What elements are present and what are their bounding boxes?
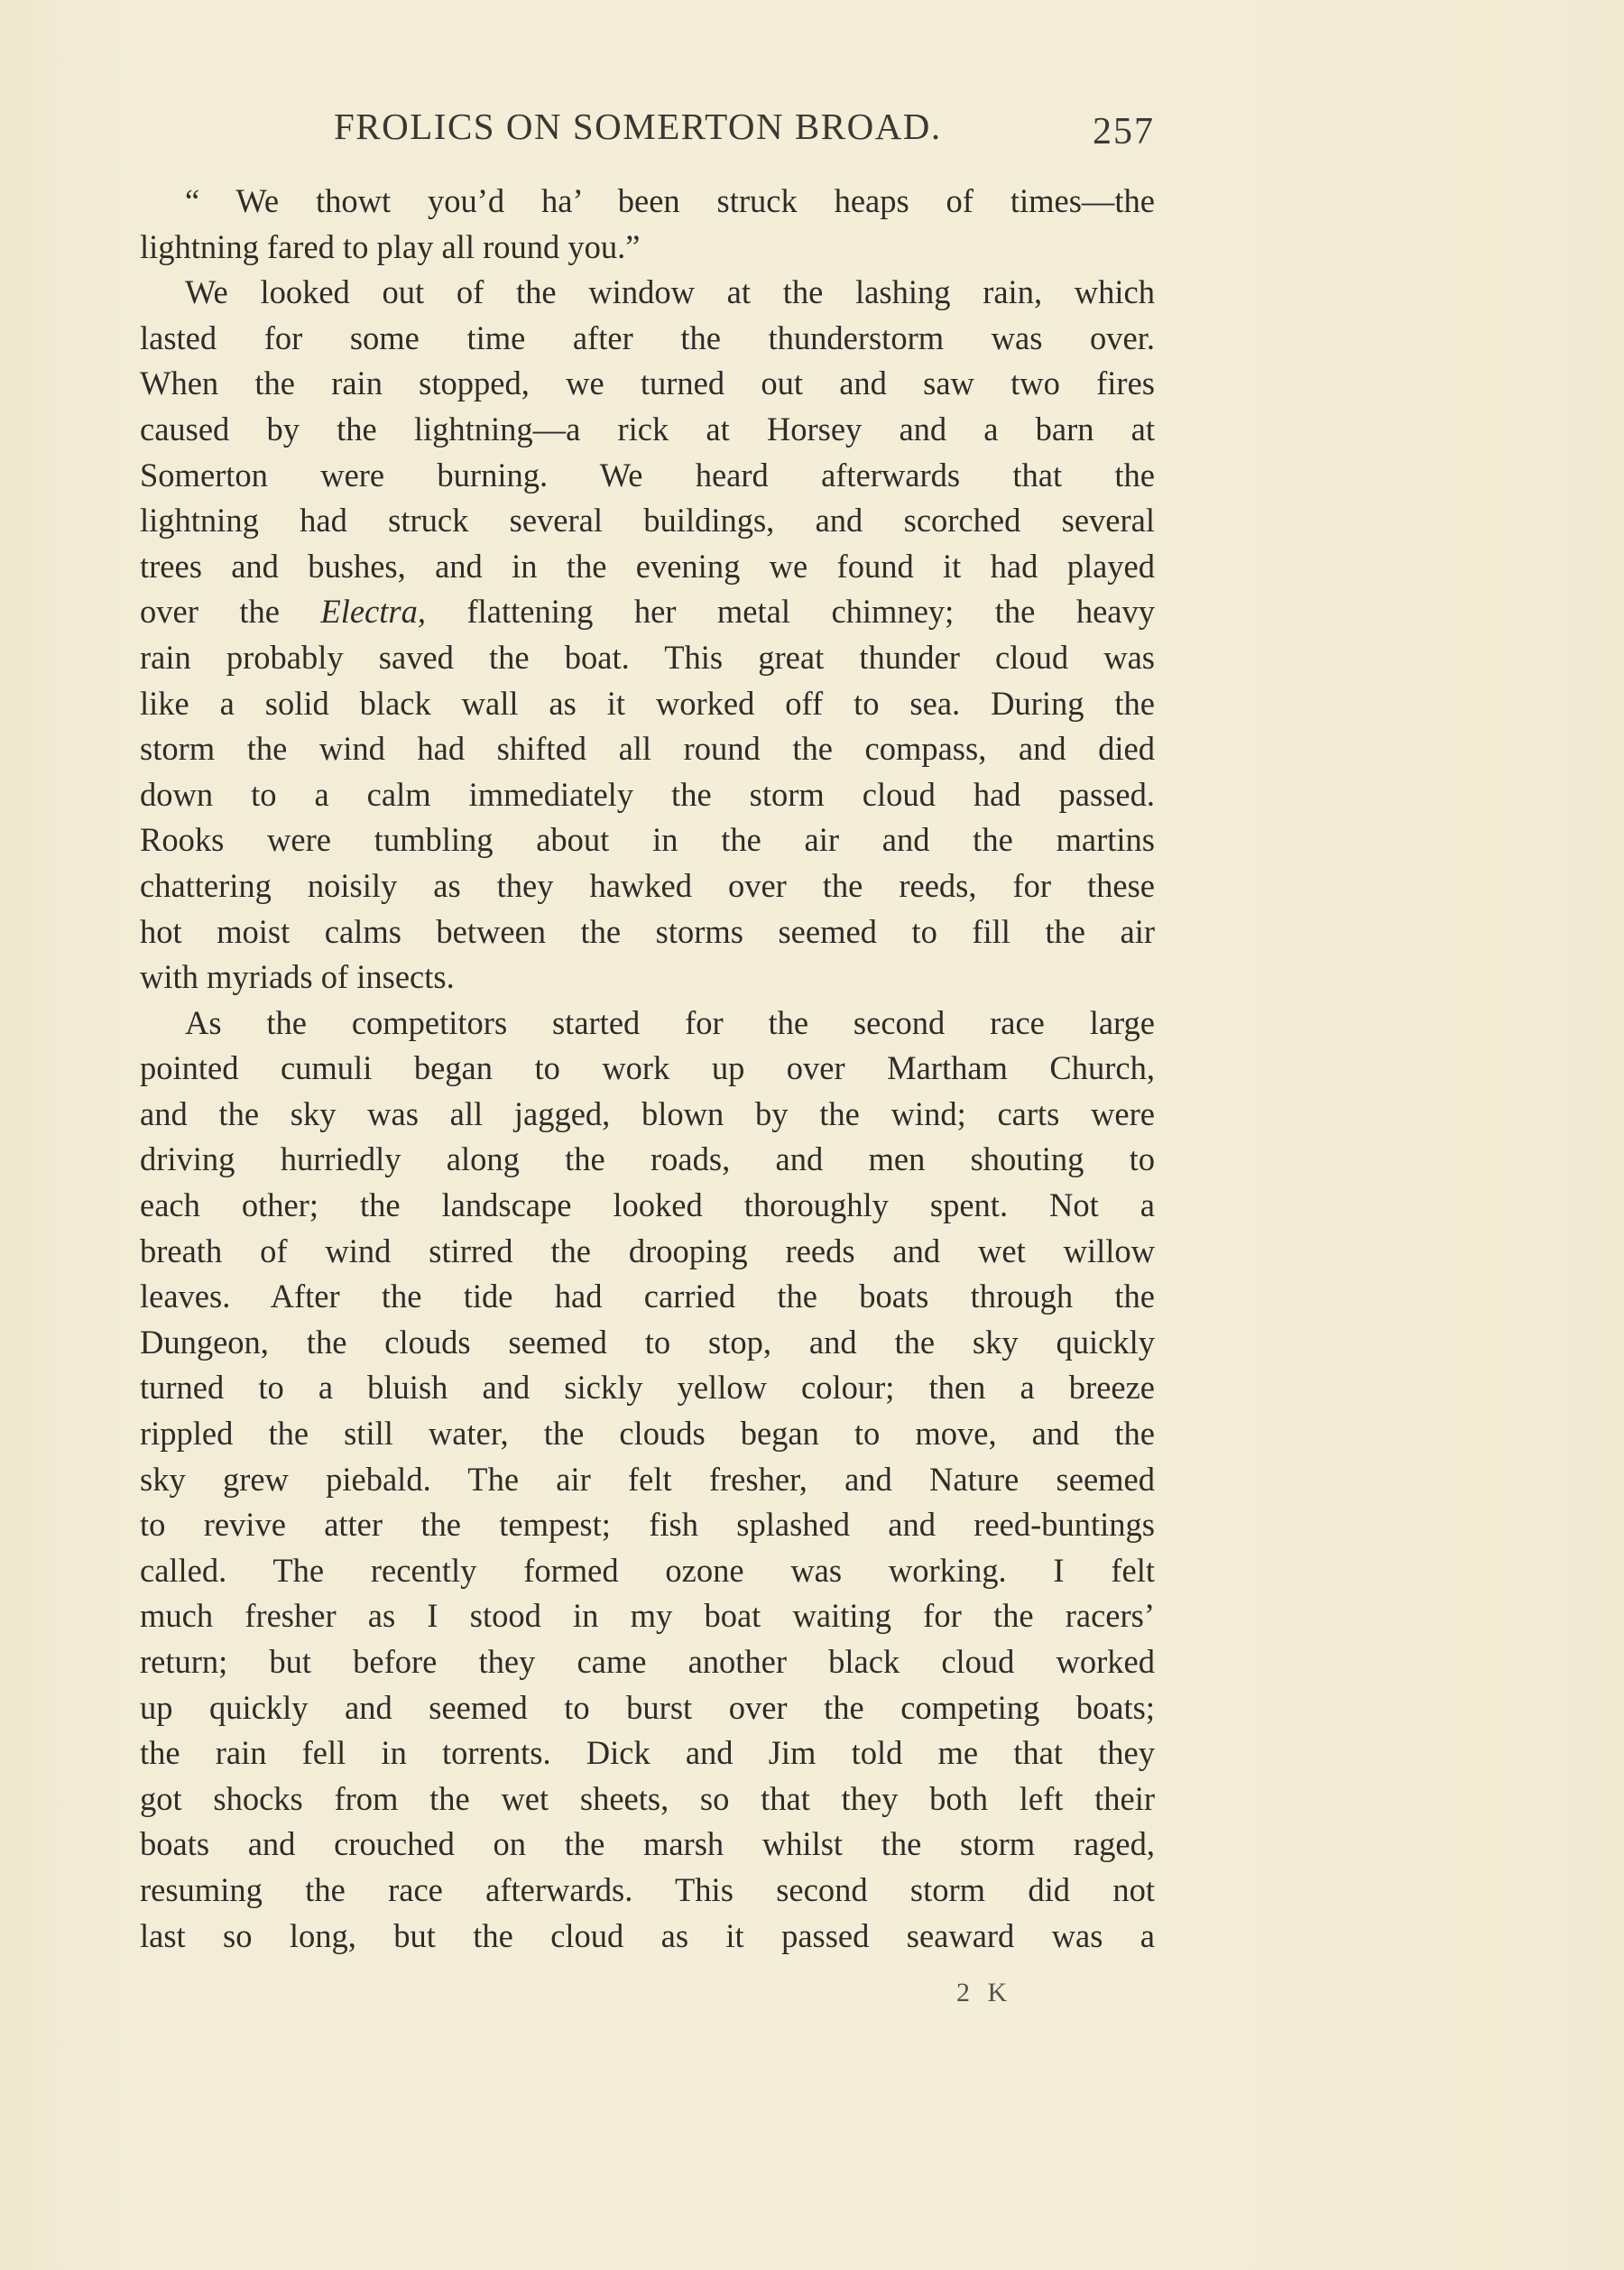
- text-line: got shocks from the wet sheets, so that they both left their: [140, 1779, 1155, 1817]
- text-line: [140, 589, 1155, 635]
- text-line: sky grew piebald. The air felt fresher, and Nature seemed: [140, 1460, 1155, 1498]
- text-line: lightning had struck several buildings, and scorched several: [140, 502, 1155, 540]
- signature-mark: 2 K: [956, 1978, 1013, 2007]
- text-line: We looked out of the window at the lashing rain, which: [185, 273, 1155, 311]
- text-line: resuming the race afterwards. This second storm did not: [140, 1870, 1155, 1908]
- text-line: rain probably saved the boat. This great thunder cloud was: [140, 638, 1155, 676]
- text-line: caused by the lightning—a rick at Horsey and a barn at: [140, 410, 1155, 448]
- text-line: As the competitors started for the second race large: [185, 1003, 1155, 1041]
- text-line: trees and bushes, and in the evening we found it had played: [140, 547, 1155, 585]
- text-line: called. The recently formed ozone was working. I felt: [140, 1551, 1155, 1589]
- text-line: chattering noisily as they hawked over the reeds, for these: [140, 866, 1155, 904]
- text-line: like a solid black wall as it worked off to sea. During the: [140, 684, 1155, 722]
- text-line: boats and crouched on the marsh whilst the storm raged,: [140, 1825, 1155, 1863]
- text-line: down to a calm immediately the storm cloud had passed.: [140, 775, 1155, 813]
- text-line: and the sky was all jagged, blown by the wind; carts were: [140, 1094, 1155, 1132]
- text-line: Somerton were burning. We heard afterwards that the: [140, 456, 1155, 494]
- text-line: lightning fared to play all round you.”: [140, 227, 641, 265]
- text-line: breath of wind stirred the drooping reeds and wet willow: [140, 1232, 1155, 1269]
- text-line: Dungeon, the clouds seemed to stop, and the sky quickly: [140, 1323, 1155, 1361]
- text-line: pointed cumuli began to work up over Martham Church,: [140, 1049, 1155, 1087]
- text-line: much fresher as I stood in my boat waiting for the racers’: [140, 1597, 1155, 1635]
- page-number: 257: [1093, 111, 1155, 152]
- text-line: rippled the still water, the clouds began to move, and the: [140, 1415, 1155, 1453]
- text-line: hot moist calms between the storms seemed to fill the air: [140, 912, 1155, 950]
- text-line: return; but before they came another black cloud worked: [140, 1643, 1155, 1680]
- text-line: with myriads of insects.: [140, 958, 455, 996]
- text-line: storm the wind had shifted all round the compass, and died: [140, 730, 1155, 768]
- text-line: each other; the landscape looked thoroughly spent. Not a: [140, 1186, 1155, 1224]
- text-line: leaves. After the tide had carried the boats through the: [140, 1278, 1155, 1315]
- text-line: “ We thowt you’d ha’ been struck heaps of times—the: [185, 182, 1155, 219]
- text-line: up quickly and seemed to burst over the competing boats;: [140, 1688, 1155, 1726]
- body-text: [140, 179, 1155, 1959]
- text-line: Rooks were tumbling about in the air and the martins: [140, 821, 1155, 859]
- text-line: When the rain stopped, we turned out and saw two fires: [140, 364, 1155, 402]
- boat-name-italic: Electra,: [320, 593, 426, 631]
- text-line: lasted for some time after the thunderstorm was over.: [140, 318, 1155, 356]
- text-line: to revive atter the tempest; fish splashed and reed-buntings: [140, 1506, 1155, 1544]
- text-line: turned to a bluish and sickly yellow colour; then a breeze: [140, 1369, 1155, 1407]
- text-line: the rain fell in torrents. Dick and Jim told me that they: [140, 1734, 1155, 1772]
- text-segment: over the: [140, 593, 280, 631]
- text-line: driving hurriedly along the roads, and men shouting to: [140, 1140, 1155, 1178]
- running-head: [140, 97, 1155, 152]
- text-segment: flattening her metal chimney; the heavy: [466, 593, 1155, 631]
- running-title: FROLICS ON SOMERTON BROAD.: [334, 106, 942, 147]
- text-line: last so long, but the cloud as it passed seaward was a: [140, 1916, 1155, 1954]
